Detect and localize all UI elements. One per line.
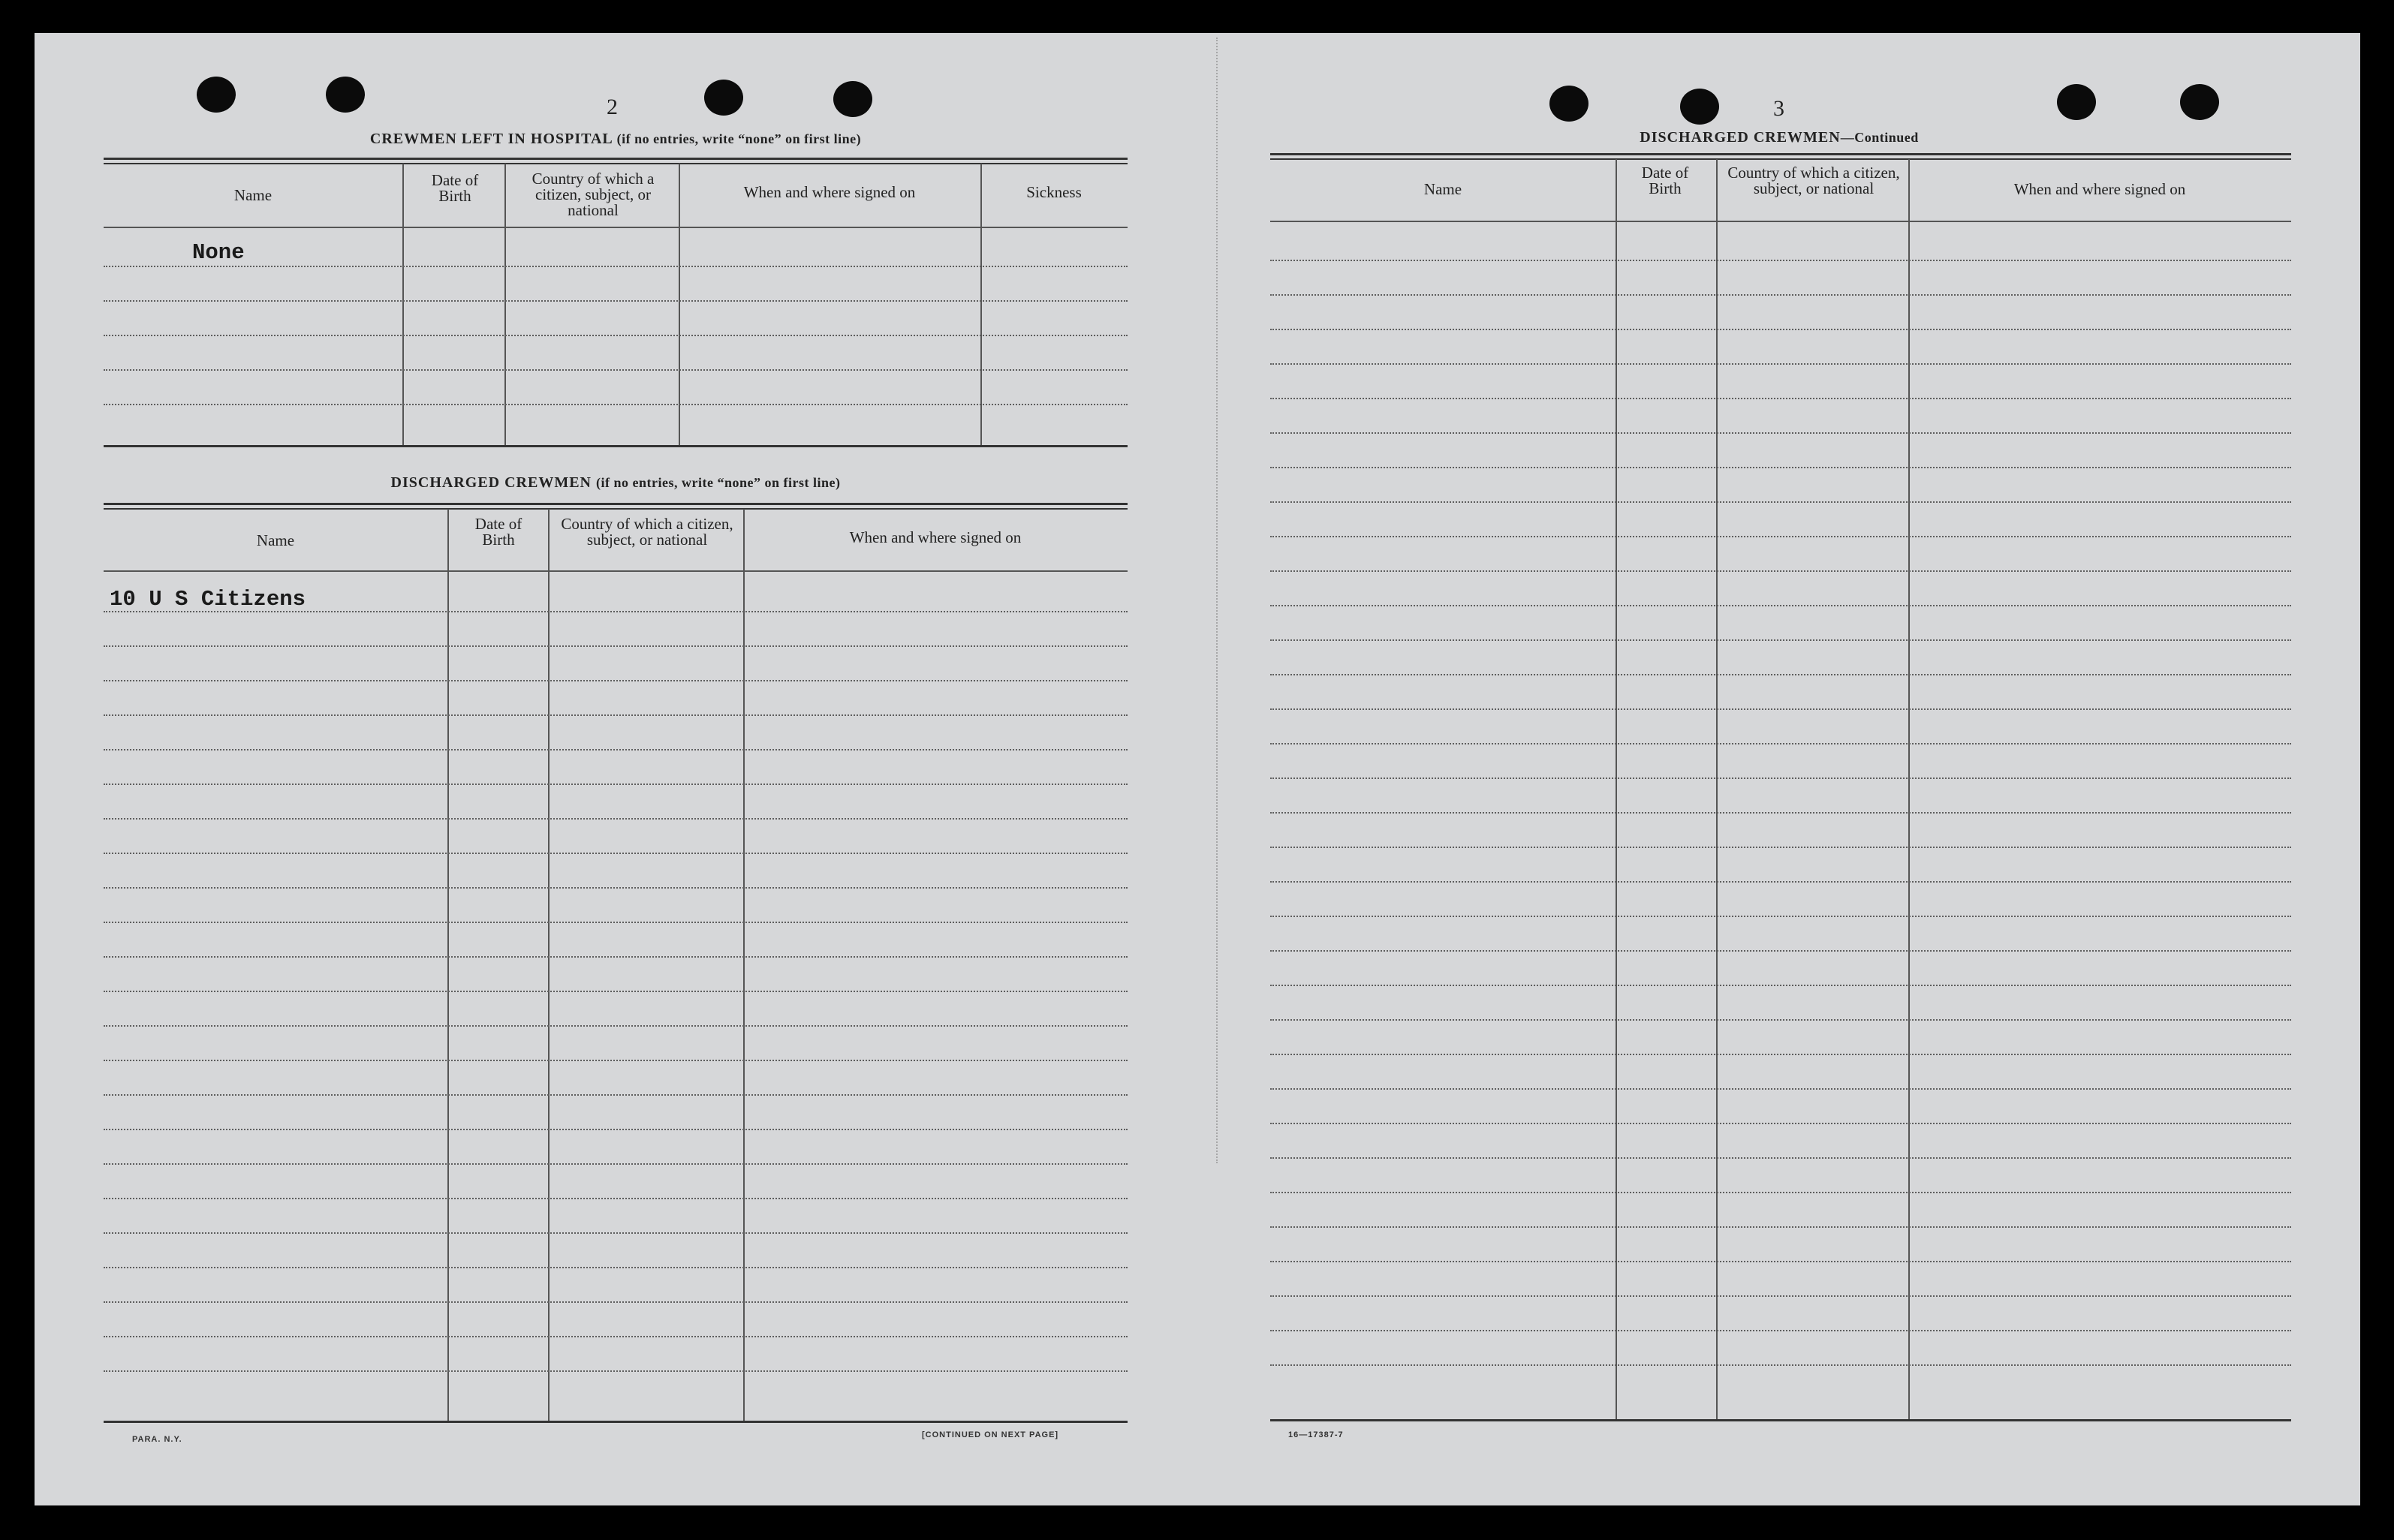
discharged-title-text: DISCHARGED CREWMEN xyxy=(390,474,592,491)
punch-hole xyxy=(2057,84,2096,120)
continued-suffix: —Continued xyxy=(1840,130,1919,145)
hospital-col-name: Name xyxy=(233,186,273,204)
footer-printer-left: PARA. N.Y. xyxy=(132,1435,182,1444)
punch-hole xyxy=(326,77,365,113)
continued-col-signed: When and where signed on xyxy=(2013,180,2186,198)
footer-continued: [CONTINUED ON NEXT PAGE] xyxy=(922,1430,1059,1439)
discharged-col-signed: When and where signed on xyxy=(849,528,1022,546)
hospital-col-signed: When and where signed on xyxy=(743,183,916,201)
discharged-table xyxy=(104,509,1128,1423)
hospital-table xyxy=(104,164,1128,447)
continued-section-title xyxy=(1272,129,2287,146)
discharged-instruction: (if no entries, write “none” on first line) xyxy=(596,475,841,490)
punch-hole xyxy=(197,77,236,113)
page-number-left: 2 xyxy=(607,95,618,119)
hospital-col-dob: Date of Birth xyxy=(431,171,479,205)
discharged-col-dob: Date of Birth xyxy=(474,515,522,549)
discharged-col-country: Country of which a citizen, subject, or national xyxy=(561,515,733,549)
hospital-col-sickness: Sickness xyxy=(1026,183,1082,201)
punch-hole xyxy=(1549,86,1588,122)
page-fold xyxy=(1216,38,1221,1163)
discharged-col-name: Name xyxy=(256,531,295,549)
punch-hole xyxy=(1680,89,1719,125)
punch-hole xyxy=(833,81,872,117)
punch-hole xyxy=(2180,84,2219,120)
discharged-entry: 10 U S Citizens xyxy=(110,587,306,612)
hospital-section-title xyxy=(105,131,1126,148)
footer-form-number: 16—17387-7 xyxy=(1288,1430,1344,1439)
punch-hole xyxy=(704,80,743,116)
continued-table xyxy=(1270,159,2291,1421)
discharged-section-title xyxy=(105,474,1126,492)
hospital-title-text: CREWMEN LEFT IN HOSPITAL xyxy=(369,131,613,147)
continued-col-dob: Date of Birth xyxy=(1641,164,1689,197)
hospital-entry: None xyxy=(192,240,245,265)
hospital-col-country: Country of which a citizen, subject, or national xyxy=(531,170,655,219)
hospital-instruction: (if no entries, write “none” on first line) xyxy=(616,131,862,146)
continued-col-name: Name xyxy=(1423,180,1462,198)
continued-title-text: DISCHARGED CREWMEN xyxy=(1640,129,1841,146)
page-number-right: 3 xyxy=(1773,96,1784,121)
continued-col-country: Country of which a citizen, subject, or national xyxy=(1727,164,1900,197)
